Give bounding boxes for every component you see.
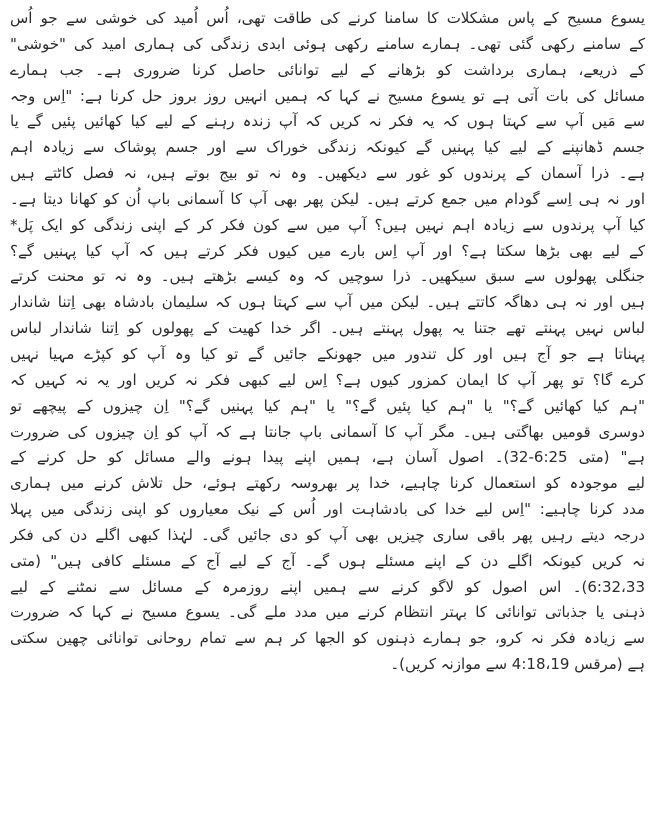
text-line-22: نہ کریں کیونکہ اگلے دن کے اپنے مسئلے ہوں گے۔ آج کے لیے آج کے مسئلے کافی ہیں" (متی [10, 551, 645, 570]
text-line-16: "ہم کیا کھائیں گے؟" یا "ہم کیا پئیں گے؟" یا "ہم کیا پہنیں گے؟" اِن چیزوں کے پیچھے تو [10, 396, 645, 415]
text-line-1: یسوع مسیح کے پاس مشکلات کا سامنا کرنے کی طاقت تھی، اُس اُمید کی خوشی سے جو اُس [10, 9, 645, 27]
text-line-6: جسم ڈھانپنے کے لیے کیا پہنیں گے کیونکہ زندگی خوراک سے اور جسم پوشاک سے زیادہ اہم [10, 138, 645, 157]
text-line-25: سے زیادہ فکر نہ کرو، جو ہمارے ذہنوں کو الجھا کر ہم سے تمام روحانی توانائی چھین سکتی [10, 629, 645, 648]
text-line-8: اور نہ ہی اِسے گودام میں جمع کرتے ہیں۔ لیکن پھر بھی آپ کا آسمانی باپ اُن کو کھانا دیتا ہے۔ [10, 189, 645, 208]
text-line-14: پہناتا ہے جو آج ہیں اور کل تندور میں جھونکے جائیں گے تو کیا وہ آپ کو کپڑے مہیا نہیں [10, 344, 645, 363]
text-line-5: سے مَیں آپ سے کہتا ہوں کہ یہ فکر نہ کریں کہ آپ زندہ رہنے کے لیے کیا کھائیں پئیں گے یا [10, 112, 645, 131]
text-line-12: ہیں اور نہ ہی دھاگہ کاتتے ہیں۔ لیکن میں آپ سے کہتا ہوں کہ سلیمان بادشاہ بھی اِتنا شاندار [10, 293, 645, 312]
text-line-13: لباس نہیں پہنتے تھے جتنا یہ پھول پہنتے ہیں۔ اگر خدا کھیت کے پھولوں کو اِتنا شاندار لباس [10, 319, 645, 338]
text-line-2: کے سامنے رکھی گئی تھی۔ ہمارے سامنے رکھی ہوئی ابدی زندگی کی ہماری امید کی "خوشی" [10, 34, 645, 53]
text-line-19: لیے موجودہ کو استعمال کرنا چاہیے، خدا پر بھروسہ رکھتے ہوئے، حل تلاش کرنے میں ہماری [10, 474, 645, 493]
text-line-24: ذہنی یا جذباتی توانائی کا بہتر انتظام کرنے میں مدد ملے گی۔ یسوع مسیح نے کہا کہ ضرورت [10, 603, 645, 622]
text-line-23: 6:32،33)۔ اس اصول کو لاگو کرنے سے ہمیں اپنے روزمرہ کے مسائل سے نمٹنے کے لیے [10, 577, 645, 596]
text-line-18: ہے" (متی 6:25-32)۔ اصول آسان ہے، ہمیں اپنے پیدا ہونے والے مسائل کو حل کرنے کے [10, 448, 645, 467]
text-line-9: کیا آپ پرندوں سے زیادہ اہم نہیں ہیں؟ آپ میں سے کون فکر کر کے اپنی زندگی کو ایک پَل* [10, 215, 645, 234]
text-line-7: ہے۔ ذرا آسمان کے پرندوں کو غور سے دیکھیں۔ وہ نہ تو بیج بوتے ہیں، نہ فصل کاٹتے ہیں [10, 164, 645, 183]
text-line-11: جنگلی پھولوں سے سبق سیکھیں۔ ذرا سوچیں کہ وہ کیسے بڑھتے ہیں۔ وہ نہ تو محنت کرتے [10, 267, 645, 286]
text-line-21: درجہ دیتے رہیں پھر باقی ساری چیزیں بھی آپ کو دی جائیں گی۔ لہٰذا کبھی اگلے دن کی فکر [10, 525, 645, 544]
text-line-20: مدد کرنا چاہیے: "اِس لیے خدا کی بادشاہت اور اُس کے نیک معیاروں کو اپنی زندگی میں پہلا [10, 500, 645, 519]
text-line-15: کرے گا؟ تو پھر آپ کا ایمان کمزور کیوں ہے؟ اِس لیے کبھی فکر نہ کریں اور یہ نہ کہیں کہ [10, 370, 645, 389]
text-line-26: ہے (مرقس 4:18،19 سے موازنہ کریں)۔ [390, 655, 645, 674]
text-line-10: کے لیے بھی بڑھا سکتا ہے؟ اور آپ اِس بارے میں کیوں فکر کرتے ہیں کہ آپ کیا پہنیں گے؟ [10, 241, 645, 260]
text-line-17: دوسری قومیں بھاگتی ہیں۔ مگر آپ کا آسمانی باپ جانتا ہے کہ آپ کو اِن چیزوں کی ضرورت [10, 422, 645, 441]
text-line-4: مسائل کی بات آتی ہے تو یسوع مسیح نے کہا کہ ہمیں انہیں روز بروز حل کرنا ہے: "اِس وجہ [10, 86, 645, 105]
text-line-3: کے ذریعے، ہماری برداشت کو بڑھانے کے لیے توانائی حاصل کرنا ضروری ہے۔ جب ہمارے [10, 60, 645, 79]
